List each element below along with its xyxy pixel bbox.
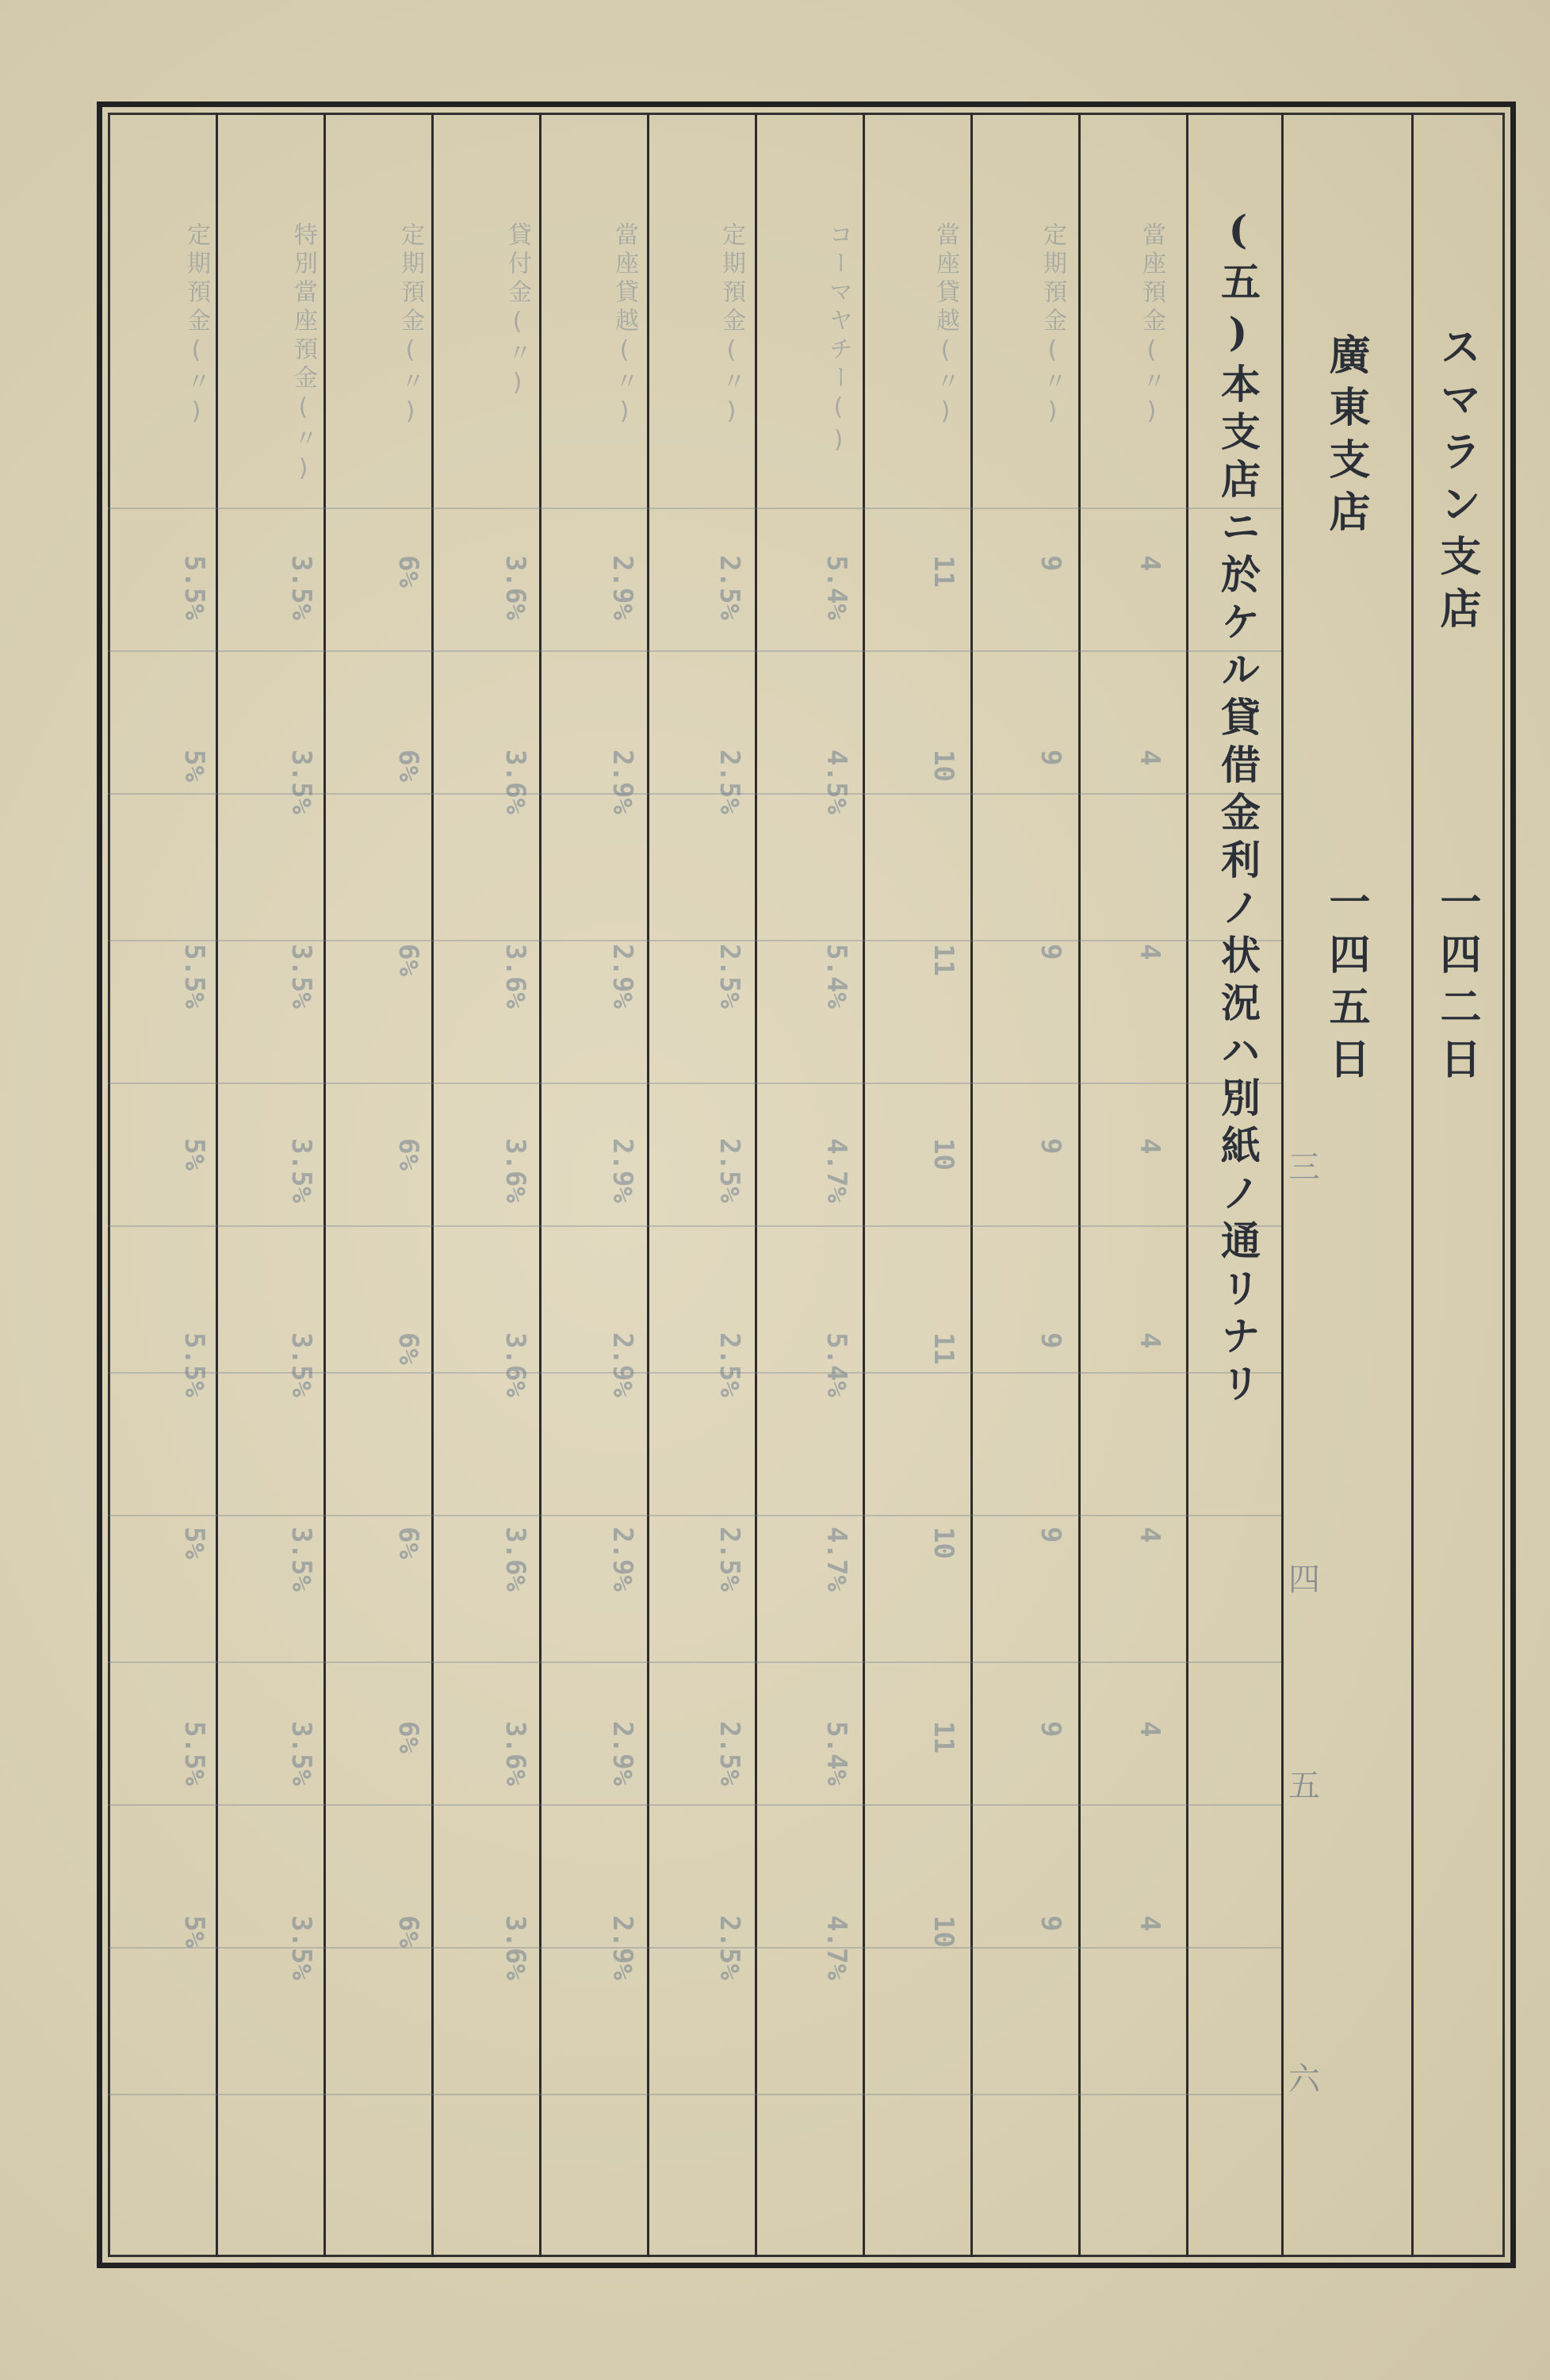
row-divider — [108, 793, 1281, 795]
row-label: 定期預金(〃) — [182, 222, 210, 430]
row-divider — [108, 1661, 1281, 1663]
cell-value: 3.5% — [285, 1915, 317, 1980]
column-divider — [323, 113, 326, 2257]
cell-value: 4 — [1134, 1332, 1165, 1349]
column-divider — [647, 113, 649, 2257]
cell-value: 2.5% — [714, 555, 745, 620]
cell-value: 2.9% — [607, 1915, 638, 1980]
branch-1-days: 一四二日 — [1433, 880, 1481, 1090]
cell-value: 6% — [392, 1138, 424, 1171]
branch-1-name: スマラン支店 — [1433, 325, 1481, 639]
column-divider — [431, 113, 434, 2257]
cell-value: 3.5% — [285, 1527, 317, 1592]
month-note: 三 — [1288, 1149, 1320, 1186]
row-divider — [108, 940, 1281, 941]
cell-value: 2.9% — [607, 1527, 638, 1592]
cell-value: 4 — [1134, 1527, 1165, 1543]
cell-value: 5.5% — [178, 1721, 210, 1786]
cell-value: 5.5% — [178, 555, 210, 620]
cell-value: 3.5% — [285, 749, 317, 814]
cell-value: 2.5% — [714, 1915, 745, 1980]
cell-value: 11 — [928, 555, 959, 588]
cell-value: 10 — [928, 749, 959, 782]
row-label: コーマヤチー() — [825, 222, 852, 458]
row-divider — [108, 1515, 1281, 1516]
cell-value: 3.6% — [499, 555, 531, 620]
cell-value: 4 — [1134, 749, 1165, 766]
cell-value: 9 — [1035, 1138, 1066, 1155]
cell-value: 3.6% — [499, 1138, 531, 1203]
cell-value: 6% — [392, 749, 424, 782]
cell-value: 5.4% — [821, 944, 852, 1009]
row-divider — [108, 650, 1281, 652]
cell-value: 3.5% — [285, 1721, 317, 1786]
column-divider — [216, 113, 218, 2257]
cell-value: 3.5% — [285, 944, 317, 1009]
cell-value: 2.5% — [714, 1138, 745, 1203]
cell-value: 9 — [1035, 1721, 1066, 1738]
cell-value: 9 — [1035, 1527, 1066, 1543]
cell-value: 3.6% — [499, 1915, 531, 1980]
cell-value: 6% — [392, 1527, 424, 1559]
cell-value: 2.9% — [607, 1721, 638, 1786]
branch-2-days: 一四五日 — [1322, 880, 1370, 1090]
cell-value: 5.4% — [821, 1721, 852, 1786]
column-divider — [755, 113, 757, 2257]
month-note: 六 — [1288, 2061, 1320, 2098]
cell-value: 10 — [928, 1527, 959, 1559]
column-divider — [1186, 113, 1188, 2257]
cell-value: 11 — [928, 944, 959, 976]
cell-value: 4 — [1134, 1721, 1165, 1738]
cell-value: 9 — [1035, 944, 1066, 960]
cell-value: 3.5% — [285, 1332, 317, 1397]
section-note: (五)本支店ニ於ケル貸借金利ノ状況ハ別紙ノ通リナリ — [1215, 206, 1261, 1410]
cell-value: 11 — [928, 1332, 959, 1365]
row-divider — [108, 2094, 1281, 2095]
cell-value: 2.9% — [607, 944, 638, 1009]
cell-value: 3.6% — [499, 1721, 531, 1786]
cell-value: 2.5% — [714, 749, 745, 814]
row-divider — [108, 1804, 1281, 1806]
row-label: 定期預金(〃) — [1039, 222, 1066, 430]
row-divider — [108, 1947, 1281, 1949]
row-label: 當座貸越(〃) — [610, 222, 638, 430]
cell-value: 5.5% — [178, 944, 210, 1009]
row-divider — [108, 1225, 1281, 1227]
cell-value: 3.6% — [499, 1527, 531, 1592]
cell-value: 4 — [1134, 1138, 1165, 1155]
cell-value: 6% — [392, 1721, 424, 1753]
cell-value: 3.6% — [499, 749, 531, 814]
column-divider — [539, 113, 542, 2257]
cell-value: 2.5% — [714, 1332, 745, 1397]
cell-value: 5% — [178, 1527, 210, 1559]
cell-value: 9 — [1035, 749, 1066, 766]
cell-value: 4.7% — [821, 1527, 852, 1592]
cell-value: 2.5% — [714, 944, 745, 1009]
row-label: 特別當座預金(〃) — [289, 222, 317, 487]
cell-value: 5% — [178, 1915, 210, 1948]
month-note: 五 — [1288, 1768, 1320, 1804]
cell-value: 2.5% — [714, 1721, 745, 1786]
cell-value: 10 — [928, 1138, 959, 1171]
cell-value: 5.4% — [821, 555, 852, 620]
row-label: 當座預金(〃) — [1138, 222, 1165, 430]
row-divider — [108, 1083, 1281, 1084]
cell-value: 10 — [928, 1915, 959, 1948]
cell-value: 4 — [1134, 555, 1165, 572]
cell-value: 9 — [1035, 555, 1066, 572]
row-divider — [108, 1372, 1281, 1374]
cell-value: 4.7% — [821, 1138, 852, 1203]
cell-value: 6% — [392, 1915, 424, 1948]
cell-value: 5.4% — [821, 1332, 852, 1397]
cell-value: 4 — [1134, 1915, 1165, 1932]
row-divider — [108, 508, 1281, 509]
month-note: 四 — [1288, 1562, 1320, 1598]
cell-value: 9 — [1035, 1915, 1066, 1932]
column-divider — [1078, 113, 1081, 2257]
row-label: 貸付金(〃) — [503, 222, 531, 401]
branch-2-name: 廣東支店 — [1322, 333, 1370, 542]
cell-value: 4.5% — [821, 749, 852, 814]
cell-value: 3.6% — [499, 1332, 531, 1397]
row-label: 當座貸越(〃) — [932, 222, 959, 430]
cell-value: 3.6% — [499, 944, 531, 1009]
cell-value: 2.9% — [607, 749, 638, 814]
cell-value: 6% — [392, 555, 424, 588]
column-divider — [1411, 113, 1414, 2257]
column-divider — [1281, 113, 1284, 2257]
cell-value: 4.7% — [821, 1915, 852, 1980]
cell-value: 5% — [178, 749, 210, 782]
column-divider — [970, 113, 973, 2257]
cell-value: 2.9% — [607, 1332, 638, 1397]
cell-value: 5.5% — [178, 1332, 210, 1397]
cell-value: 3.5% — [285, 555, 317, 620]
cell-value: 6% — [392, 944, 424, 976]
cell-value: 11 — [928, 1721, 959, 1753]
row-label: 定期預金(〃) — [396, 222, 424, 430]
column-divider — [863, 113, 865, 2257]
cell-value: 6% — [392, 1332, 424, 1365]
row-label: 定期預金(〃) — [718, 222, 745, 430]
cell-value: 2.5% — [714, 1527, 745, 1592]
cell-value: 3.5% — [285, 1138, 317, 1203]
cell-value: 4 — [1134, 944, 1165, 960]
cell-value: 2.9% — [607, 555, 638, 620]
cell-value: 9 — [1035, 1332, 1066, 1349]
cell-value: 5% — [178, 1138, 210, 1171]
cell-value: 2.9% — [607, 1138, 638, 1203]
